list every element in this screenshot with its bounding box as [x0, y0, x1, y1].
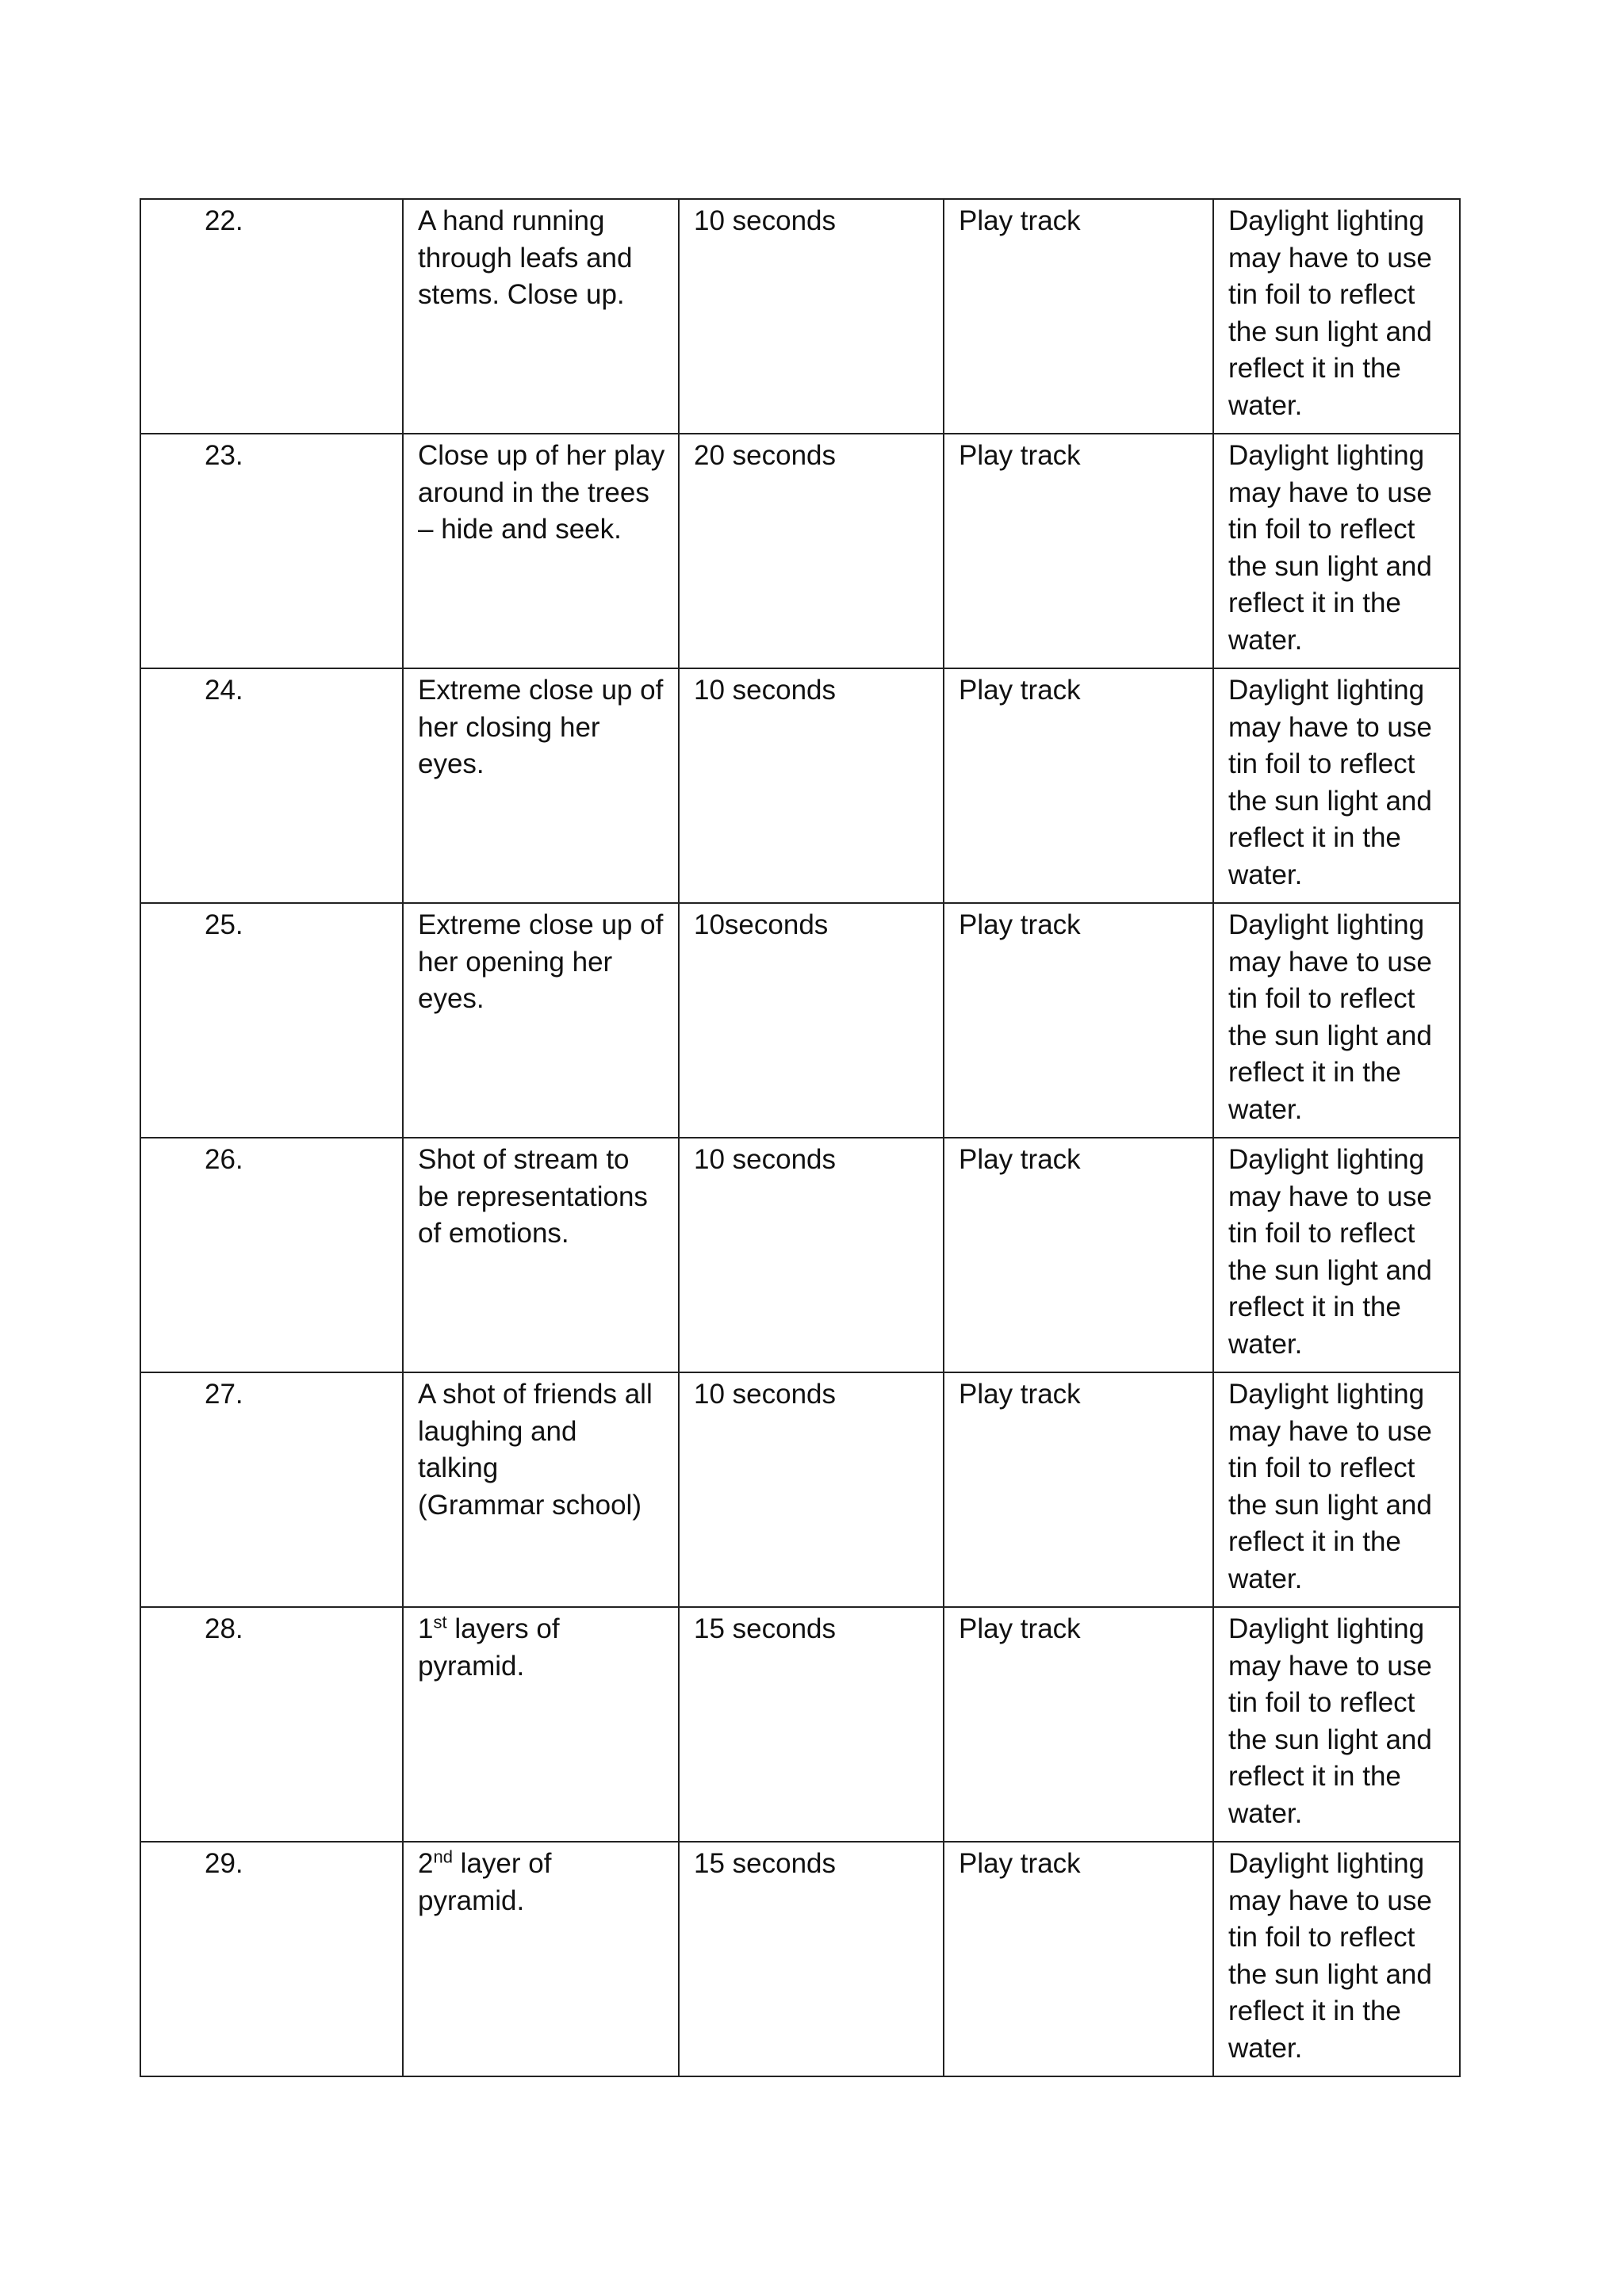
shot-description-cell [403, 199, 679, 434]
shot-description [418, 1611, 672, 1685]
shot-number-cell [140, 434, 403, 668]
shot-lighting-cell [1213, 199, 1460, 434]
shot-sound-cell [944, 668, 1213, 903]
shot-sound: Play track [959, 1848, 1081, 1879]
shot-lighting: Daylight lighting may have to use tin foil to reflect the sun light and reflect it in the water. [1228, 205, 1432, 421]
shot-number-cell [140, 1607, 403, 1842]
shot-sound-cell [944, 1842, 1213, 2076]
shot-duration-cell [679, 1607, 944, 1842]
ordinal-number: 2 [418, 1848, 434, 1879]
shot-duration-cell [679, 1138, 944, 1372]
shot-sound-cell [944, 1138, 1213, 1372]
shot-sound-cell [944, 903, 1213, 1138]
shot-duration: 15 seconds [694, 1613, 837, 1644]
shot-duration-cell [679, 434, 944, 668]
shot-lighting-cell [1213, 1138, 1460, 1372]
shot-duration: 10 seconds [694, 1144, 837, 1175]
shot-duration-cell [679, 1372, 944, 1607]
table-row [140, 903, 1460, 1138]
table-row [140, 1607, 1460, 1842]
shot-sound-cell [944, 1607, 1213, 1842]
shot-lighting-cell [1213, 1607, 1460, 1842]
shot-duration: 10 seconds [694, 1379, 837, 1410]
shot-number: 22. [205, 205, 243, 236]
shot-number-cell [140, 903, 403, 1138]
shot-number: 25. [205, 909, 243, 940]
shot-lighting-cell [1213, 668, 1460, 903]
table-row [140, 1138, 1460, 1372]
shot-sound: Play track [959, 675, 1081, 706]
shot-sound: Play track [959, 1379, 1081, 1410]
shot-sound: Play track [959, 205, 1081, 236]
ordinal-suffix: st [433, 1612, 447, 1632]
shot-description: Shot of stream to be representations of emotions. [418, 1144, 648, 1249]
ordinal-number: 1 [418, 1613, 434, 1644]
shot-lighting-cell [1213, 434, 1460, 668]
shot-description: A shot of friends all laughing and talking (Grammar school) [418, 1379, 653, 1521]
shot-number-cell [140, 668, 403, 903]
shot-description-cell [403, 1138, 679, 1372]
shot-sound: Play track [959, 1613, 1081, 1644]
shot-description: A hand running through leafs and stems. Close up. [418, 205, 633, 310]
shot-description-cell [403, 668, 679, 903]
shot-sound-cell [944, 199, 1213, 434]
shot-duration-cell [679, 199, 944, 434]
shot-description-cell [403, 1842, 679, 2076]
description-rest: layers of pyramid. [418, 1613, 560, 1682]
description-rest: layer of pyramid. [418, 1848, 552, 1916]
shot-duration: 10 seconds [694, 675, 837, 706]
shot-number-cell [140, 199, 403, 434]
shot-number-cell [140, 1138, 403, 1372]
shot-number: 26. [205, 1144, 243, 1175]
shot-number: 23. [205, 440, 243, 471]
table-row [140, 434, 1460, 668]
shot-duration: 20 seconds [694, 440, 837, 471]
shot-lighting: Daylight lighting may have to use tin foil to reflect the sun light and reflect it in the water. [1228, 1848, 1432, 2064]
shot-lighting-cell [1213, 1372, 1460, 1607]
shot-description-cell [403, 1607, 679, 1842]
shot-duration-cell [679, 903, 944, 1138]
shot-number: 24. [205, 675, 243, 706]
table-row [140, 199, 1460, 434]
shot-number-cell [140, 1372, 403, 1607]
shot-lighting: Daylight lighting may have to use tin foil to reflect the sun light and reflect it in the water. [1228, 909, 1432, 1125]
shot-duration: 10seconds [694, 909, 829, 940]
storyboard-table [140, 198, 1461, 2077]
shot-number-cell [140, 1842, 403, 2076]
table-row [140, 1842, 1460, 2076]
shot-duration: 10 seconds [694, 205, 837, 236]
shot-lighting: Daylight lighting may have to use tin foil to reflect the sun light and reflect it in the water. [1228, 1613, 1432, 1829]
shot-sound-cell [944, 434, 1213, 668]
table-row [140, 668, 1460, 903]
shot-lighting-cell [1213, 1842, 1460, 2076]
shot-duration-cell [679, 1842, 944, 2076]
shot-lighting: Daylight lighting may have to use tin foil to reflect the sun light and reflect it in the water. [1228, 440, 1432, 656]
shot-sound-cell [944, 1372, 1213, 1607]
shot-number: 28. [205, 1613, 243, 1644]
shot-duration-cell [679, 668, 944, 903]
shot-description-cell [403, 903, 679, 1138]
shot-description: Extreme close up of her closing her eyes. [418, 675, 664, 779]
shot-duration: 15 seconds [694, 1848, 837, 1879]
shot-description [418, 1846, 672, 1919]
shot-number: 29. [205, 1848, 243, 1879]
shot-sound: Play track [959, 909, 1081, 940]
table-row [140, 1372, 1460, 1607]
shot-lighting-cell [1213, 903, 1460, 1138]
shot-number: 27. [205, 1379, 243, 1410]
ordinal-suffix: nd [433, 1846, 453, 1867]
shot-lighting: Daylight lighting may have to use tin foil to reflect the sun light and reflect it in the water. [1228, 675, 1432, 890]
shot-description: Close up of her play around in the trees – hide and seek. [418, 440, 665, 545]
shot-description: Extreme close up of her opening her eyes. [418, 909, 664, 1014]
shot-description-cell [403, 1372, 679, 1607]
shot-sound: Play track [959, 440, 1081, 471]
shot-lighting: Daylight lighting may have to use tin foil to reflect the sun light and reflect it in the water. [1228, 1379, 1432, 1594]
shot-description-cell [403, 434, 679, 668]
shot-lighting: Daylight lighting may have to use tin foil to reflect the sun light and reflect it in the water. [1228, 1144, 1432, 1360]
shot-sound: Play track [959, 1144, 1081, 1175]
